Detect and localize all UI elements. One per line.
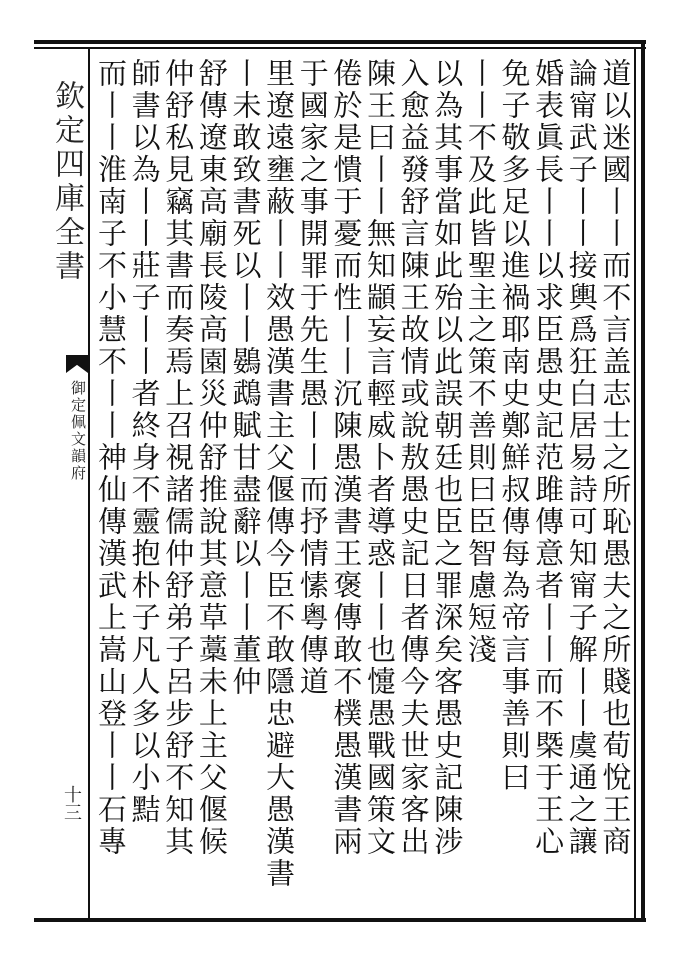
page-number: 十三	[61, 785, 82, 821]
text-column: 師書以為丨丨莊子丨丨者終身不靈抱朴子凡人多以小黠	[127, 58, 162, 826]
text-column: 而丨丨淮南子不小慧不丨丨神仙傳漢武上嵩山登丨丨石專	[94, 58, 128, 858]
top-border	[34, 40, 646, 44]
bottom-border	[34, 918, 646, 922]
page-gutter	[34, 50, 88, 916]
right-inner-border	[634, 47, 636, 918]
fishtail-mark-icon	[66, 355, 88, 373]
text-column: 論甯武子丨丨接輿爲狂白居易詩可知甯子解丨丨虞通之讓	[564, 58, 599, 858]
text-column: 仲舒私見竊其書而奏焉上召視諸儒仲舒弟子呂步舒不知其	[161, 58, 196, 858]
top-inner-border	[34, 47, 646, 49]
book-subtitle: 御定佩文韻府	[69, 380, 87, 482]
text-column: 免子敬多足以進禍耶南史鄭鮮叔傳每為帝言事善則曰	[497, 58, 532, 794]
gutter-divider	[88, 47, 90, 918]
text-column: 婚表眞長丨丨以求臣愚史記范雎傳意者丨丨而不槩于王心	[531, 58, 566, 858]
text-column: 倦於是憒于憂而性丨丨沉陳愚漢書王褒傳敢不樸愚漢書兩	[329, 58, 364, 858]
text-column: 丨丨不及此皆聖主之策不善則曰臣智慮短淺	[463, 58, 498, 666]
right-border	[641, 40, 645, 922]
text-column: 以為其事當如此殆以此誤朝廷也臣之罪深矣客愚史記陳涉	[430, 58, 465, 858]
text-column: 舒傳遼東高廟長陵高園災仲舒推說其意草藁未上主父偃候	[194, 58, 229, 858]
text-column: 陳王曰丨丨無知顓妄言輕威卜者導惑丨丨也懥愚戰國策文	[363, 58, 397, 858]
book-title: 欽定四庫全書	[49, 80, 84, 284]
text-column: 入愈益發舒言陳王故情或說敖愚史記日者傳今夫世家客出	[396, 58, 431, 858]
text-column: 丨未敢致書死以丨丨鷃鵡賦甘盡辭以丨丨董仲	[228, 58, 263, 698]
text-column: 于國家之事開罪于先生愚丨丨而抒情愫粤傳道	[295, 58, 330, 698]
text-column: 里遼遠壅蔽丨丨效愚漢書主父偃傳今臣不敢隱忠避大愚漢書	[262, 58, 297, 890]
text-column: 道以迷國丨丨而不言盖志士之所恥愚夫之所賤也荀悅王商	[598, 58, 633, 858]
